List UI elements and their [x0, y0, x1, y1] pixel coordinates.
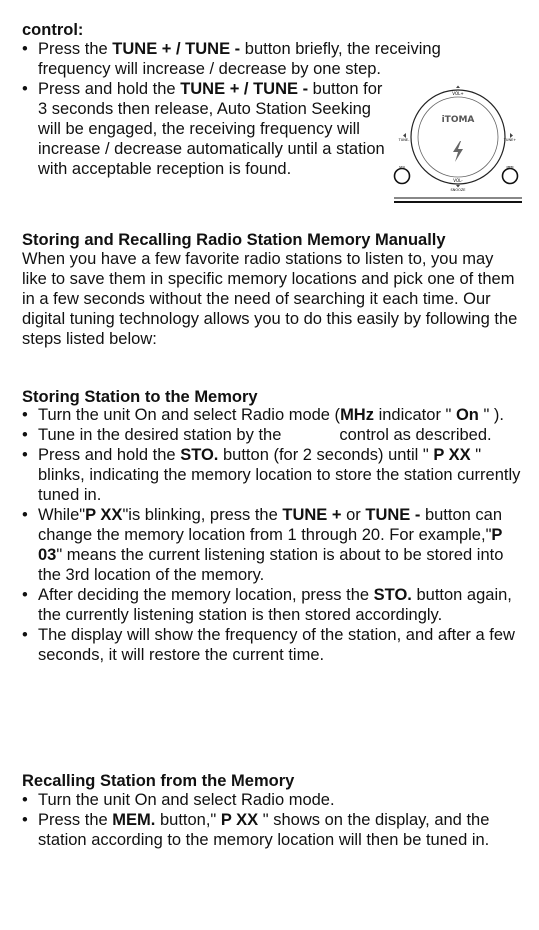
section-heading-storing: Storing Station to the Memory — [22, 388, 258, 406]
vol-down-label: VOL- — [453, 178, 463, 183]
bold-text: On — [455, 406, 479, 424]
triangle-up-icon — [456, 86, 460, 89]
list-item — [22, 425, 527, 445]
text-run: "is blinking, press the — [122, 506, 283, 524]
vol-up-label: VOL+ — [452, 91, 464, 96]
section-heading-recalling: Recalling Station from the Memory — [22, 772, 295, 790]
text-run: button (for 2 seconds) until " — [218, 446, 434, 464]
bold-text: TUNE + / TUNE - — [112, 40, 241, 58]
list-item — [22, 445, 527, 505]
text-run: While" — [38, 506, 86, 524]
text-run: Press and hold the — [38, 446, 181, 464]
radio-device-illustration — [392, 85, 524, 207]
bold-text: P 03 — [38, 526, 503, 564]
text-run: button again, the currently listening station is then stored accordingly. — [38, 586, 512, 624]
list-item — [22, 39, 508, 79]
bold-text: TUNE - — [365, 506, 421, 524]
power-icon — [453, 141, 463, 162]
section-heading-storing-recalling: Storing and Recalling Radio Station Memory Manually — [22, 231, 446, 249]
text-run: Turn the unit On and select Radio mode ( — [38, 406, 341, 424]
text-run: Press the — [38, 40, 113, 58]
text-run: button for 3 seconds then release, Auto Station Seeking will be engaged, the receiving frequency will increase / decrease automatically until a station with acceptable reception is found. — [38, 80, 385, 178]
sto-label: STO — [398, 165, 406, 169]
text-run: After deciding the memory location, press the — [38, 586, 374, 604]
bold-text: P XX — [220, 811, 259, 829]
snooze-label: SNOOZE — [450, 188, 466, 192]
text-run: Press the — [38, 811, 113, 829]
bold-text: MHz — [340, 406, 374, 424]
text-run: " means the current listening station is about to be stored into the 3rd location of the memory. — [38, 546, 504, 584]
intro-paragraph: When you have a few favorite radio stations to listen to, you may like to save them in specific memory locations and pick one of them in a few seconds without the need of searching it each time. Our digital tuning technology allows you to do this easily by following the steps listed below: — [22, 250, 518, 348]
section-heading-control: control: — [22, 21, 84, 39]
text-run: button briefly, the receiving frequency will increase / decrease by one step. — [38, 40, 441, 78]
bold-text: TUNE + / TUNE - — [180, 80, 309, 98]
text-run: " blinks, indicating the memory location to store the station currently tuned in. — [38, 446, 521, 504]
text-run: or — [341, 506, 366, 524]
text-run: The display will show the frequency of the station, and after a few seconds, it will restore the current time. — [38, 626, 515, 664]
mem-label: MEM — [506, 165, 514, 169]
text-run: control as described. — [339, 426, 492, 444]
storing-bullet-list — [22, 405, 527, 665]
bold-text: MEM. — [112, 811, 156, 829]
bold-text: TUNE + — [282, 506, 342, 524]
text-run: indicator " — [373, 406, 456, 424]
text-run: Turn the unit On and select Radio mode. — [38, 791, 335, 809]
list-item — [22, 810, 527, 850]
list-item — [22, 625, 527, 665]
list-item — [22, 585, 527, 625]
brand-logo: iTOMA — [441, 115, 475, 125]
text-run: Press and hold the — [38, 80, 181, 98]
bold-text: STO. — [180, 446, 219, 464]
list-item — [22, 79, 392, 179]
text-run: " ). — [478, 406, 504, 424]
text-run: " shows on the display, and the station according to the memory location will then be tuned in. — [38, 811, 490, 849]
bold-text: P XX — [85, 506, 123, 524]
text-run: button can change the memory location from 1 through 20. For example," — [38, 506, 503, 544]
recalling-bullet-list — [22, 790, 527, 850]
text-run: button," — [155, 811, 221, 829]
sto-button-icon — [395, 169, 410, 184]
bold-text: P XX — [433, 446, 471, 464]
mem-button-icon — [503, 169, 518, 184]
bold-text: STO. — [373, 586, 412, 604]
list-item — [22, 790, 527, 810]
list-item — [22, 505, 527, 585]
text-run: Tune in the desired station by the — [38, 426, 282, 444]
list-item — [22, 405, 527, 425]
tune-minus-label: TUNE- — [398, 138, 410, 142]
tune-plus-label: TUNE+ — [503, 138, 517, 142]
